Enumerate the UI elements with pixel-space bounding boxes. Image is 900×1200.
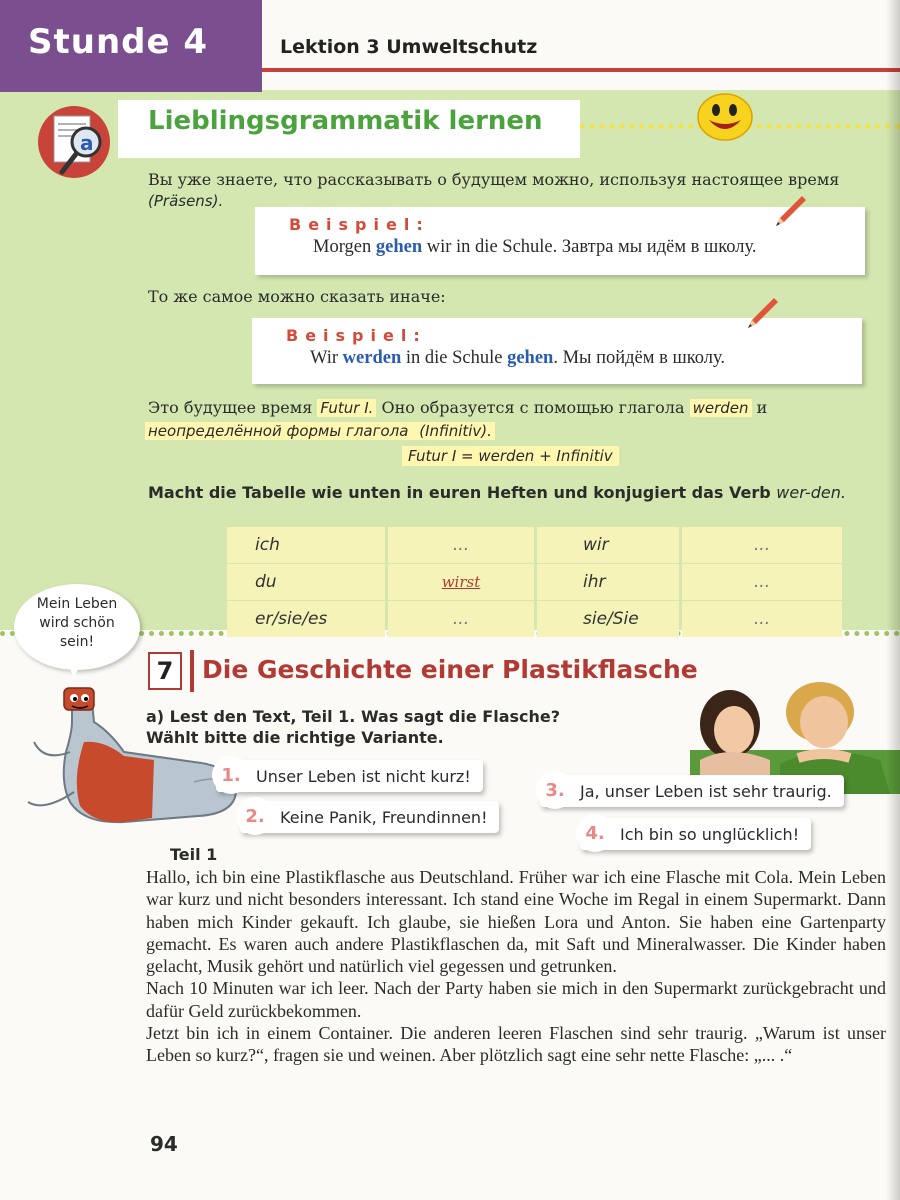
story-paragraph: Hallo, ich bin eine Plastikflasche aus Deutschland. Früher war ich eine Flasche mit Cola. Mein Leben war kurz und nicht besonders interessant. Ich stand eine Woche im Regal in einem Supermarkt. Dann haben mich Kinder gekauft. Ich glaube, sie hießen Lora und Anton. Sie haben eine Gartenparty gemacht. Es waren auch andere Plastikflaschen da, mit Saft und Mineralwasser. Die Kinder haben gelacht, Musik gehört und natürlich viel gegessen und getrunken. (146, 867, 886, 977)
handwritten-answer: wirst (441, 573, 481, 591)
smiley-icon (696, 92, 754, 142)
pronoun-cell: ich (227, 527, 385, 563)
infinitive-term: неопределённой формы глагола (145, 422, 411, 440)
example1-text: Morgen (313, 237, 376, 257)
story-paragraph: Nach 10 Minuten war ich leer. Nach der Party haben sie mich in den Supermarkt zurückgebracht und dafür Geld zurückbekommen. (146, 978, 886, 1021)
intro-line-2: (Präsens). (148, 192, 224, 210)
option-3[interactable] (540, 775, 844, 807)
option-number: 4. (576, 814, 614, 852)
page-number: 94 (150, 1132, 178, 1156)
option-text: Keine Panik, Freundinnen! (280, 807, 488, 827)
exercise-number: 7 (148, 652, 182, 690)
story-paragraph: Jetzt bin ich in einem Container. Die anderen leeren Flaschen sind sehr traurig. „Warum ist unser Leben so kurz?“, fragen sie und weinen. Aber plötzlich sagt eine sehr nette Flasche: „... .“ (146, 1023, 886, 1066)
page-edge-shadow (886, 0, 900, 1200)
bubble-line: sein! (59, 634, 95, 650)
option-1[interactable] (216, 760, 483, 792)
speech-bubble-tail (66, 660, 82, 678)
task-instruction (148, 482, 888, 504)
instruction-line: a) Lest den Text, Teil 1. Was sagt die Flasche? (146, 707, 561, 726)
table-row (227, 564, 845, 600)
intro-line-1: Вы уже знаете, что рассказывать о будущем можно, используя настоящее время (148, 170, 840, 189)
example2-text: Wir (310, 348, 343, 368)
option-text: Ich bin so unglücklich! (620, 824, 800, 844)
exercise-title: Die Geschichte einer Plastikflasche (202, 655, 698, 684)
task-verb: wer-den. (776, 483, 846, 502)
example1-text-after: wir in die Schule. Завтра мы идём в школу. (422, 237, 757, 257)
verb-cell: ... (388, 601, 534, 637)
futur-formula: Futur I = werden + Infinitiv (402, 446, 619, 466)
example2-text-mid: in die Schule (401, 348, 508, 368)
pronoun-cell: ihr (537, 564, 679, 600)
option-text: Ja, unser Leben ist sehr traurig. (580, 781, 832, 801)
infinitiv-term: (Infinitiv). (411, 422, 494, 440)
example1-verb: gehen (375, 237, 423, 257)
futur-line-1 (148, 398, 767, 417)
option-number: 3. (536, 771, 574, 809)
verb-cell (388, 564, 534, 600)
pronoun-cell: du (227, 564, 385, 600)
verb-cell: ... (682, 564, 842, 600)
futur-text-3: и (751, 398, 768, 417)
story-text (146, 866, 886, 1067)
chapter-title: Lektion 3 Umweltschutz (280, 36, 538, 58)
instruction-line: Wählt bitte die richtige Variante. (146, 728, 444, 747)
futur-werden: werden (690, 399, 752, 417)
verb-cell: ... (682, 601, 842, 637)
futur-text-2: Оно образуется с помощью глагола (376, 398, 690, 417)
futur-line-2 (145, 422, 495, 440)
speech-bubble (14, 584, 140, 670)
plastic-bottle-illustration (14, 682, 244, 842)
magnifier-grammar-icon (36, 104, 114, 182)
option-number: 2. (236, 797, 274, 835)
alt-intro: То же самое можно сказать иначе: (148, 287, 446, 306)
bubble-line: Mein Leben (36, 596, 118, 612)
pencil-icon (742, 294, 782, 334)
table-row (227, 601, 845, 637)
bubble-line: wird schön (39, 615, 115, 631)
conjugation-table (227, 527, 845, 638)
option-4[interactable] (580, 818, 811, 850)
header-rule (262, 68, 900, 72)
example-label: Beispiel: (289, 215, 430, 234)
verb-cell: ... (388, 527, 534, 563)
option-2[interactable] (240, 801, 499, 833)
futur-term: Futur I. (317, 399, 376, 417)
table-row (227, 527, 845, 563)
example-sentence-1 (313, 237, 757, 258)
pronoun-cell: sie/Sie (537, 601, 679, 637)
pronoun-cell: wir (537, 527, 679, 563)
example2-text-after: . Мы пойдём в школу. (553, 348, 726, 368)
option-number: 1. (212, 756, 250, 794)
futur-text: Это будущее время (148, 398, 318, 417)
grammar-title: Lieblingsgrammatik lernen (148, 106, 543, 136)
task-text: Macht die Tabelle wie unten in euren Heften und konjugiert das Verb (148, 483, 777, 502)
pronoun-cell: er/sie/es (227, 601, 385, 637)
example2-verb-werden: werden (342, 348, 402, 368)
story-heading: Teil 1 (170, 845, 218, 864)
lesson-number: Stunde 4 (28, 22, 209, 62)
svg-text:a: a (80, 131, 94, 155)
example-sentence-2 (310, 348, 725, 369)
example2-verb-gehen: gehen (507, 348, 554, 368)
option-text: Unser Leben ist nicht kurz! (256, 766, 471, 786)
pencil-icon (770, 192, 810, 232)
header-tab (0, 0, 262, 92)
example-label: Beispiel: (286, 326, 427, 345)
verb-cell: ... (682, 527, 842, 563)
